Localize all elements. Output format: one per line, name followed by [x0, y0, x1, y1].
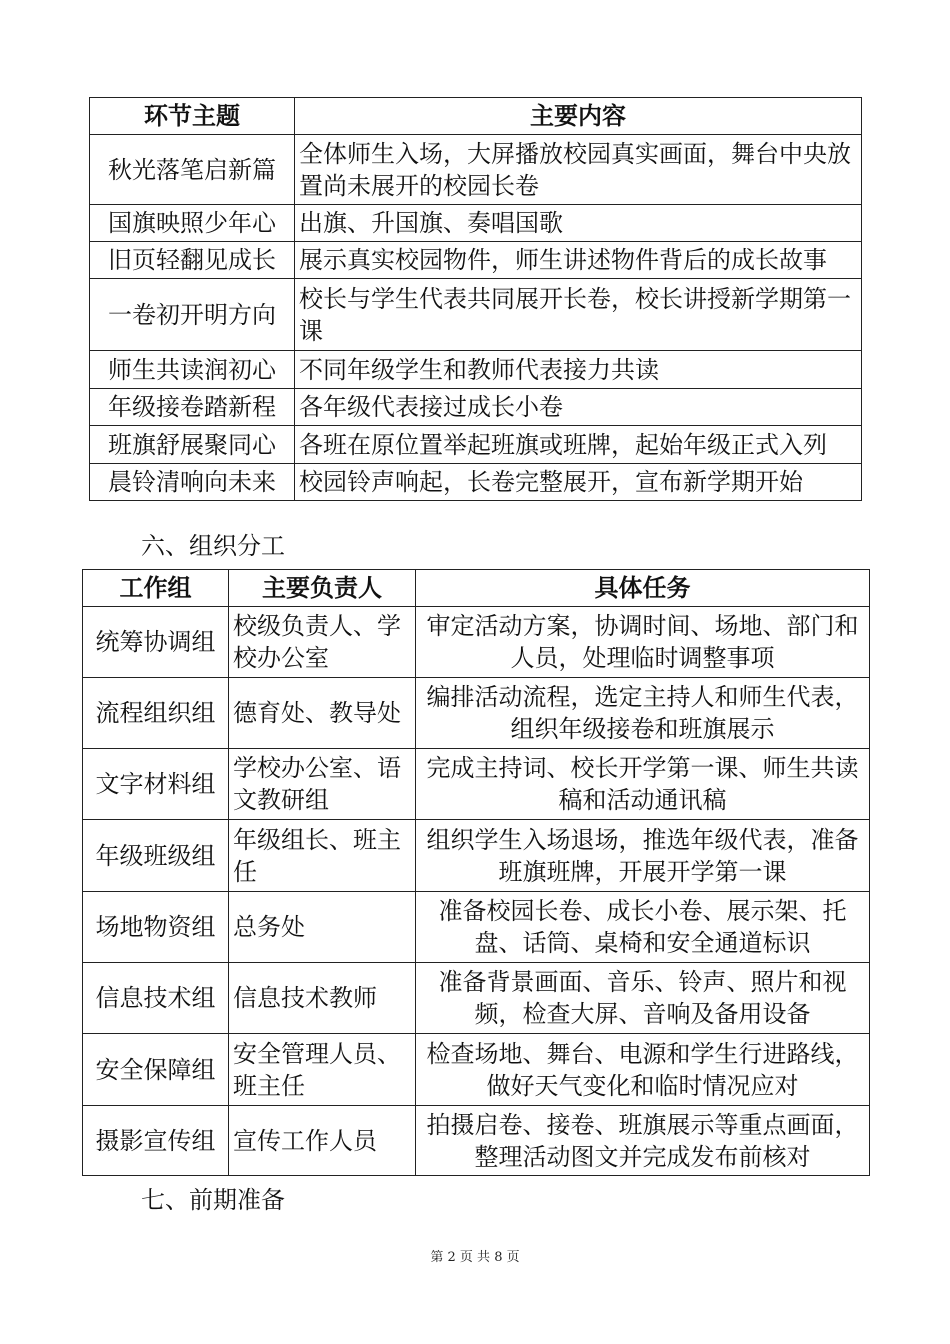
table-row — [83, 1106, 870, 1176]
segment-content: 校园铃声响起，长卷完整展开，宣布新学期开始 — [295, 464, 862, 501]
specific-tasks: 审定活动方案，协调时间、场地、部门和人员，处理临时调整事项 — [416, 607, 870, 678]
division-of-work-table — [82, 569, 870, 1176]
column-header-tasks: 具体任务 — [416, 570, 870, 607]
work-group: 摄影宣传组 — [83, 1106, 229, 1176]
specific-tasks: 拍摄启卷、接卷、班旗展示等重点画面，整理活动图文并完成发布前核对 — [416, 1106, 870, 1176]
table-row — [83, 1034, 870, 1106]
responsible-person: 校级负责人、学校办公室 — [229, 607, 416, 678]
responsible-person: 宣传工作人员 — [229, 1106, 416, 1176]
table-row — [83, 678, 870, 749]
table-header-row — [83, 570, 870, 607]
segment-topic: 国旗映照少年心 — [90, 205, 295, 242]
work-group: 年级班级组 — [83, 820, 229, 892]
segment-topic: 晨铃清响向未来 — [90, 464, 295, 501]
table-row — [90, 389, 862, 426]
segment-content: 展示真实校园物件，师生讲述物件背后的成长故事 — [295, 242, 862, 279]
table-row — [90, 426, 862, 464]
specific-tasks: 组织学生入场退场，推选年级代表，准备班旗班牌，开展开学第一课 — [416, 820, 870, 892]
table-row — [83, 749, 870, 820]
segment-topic: 年级接卷踏新程 — [90, 389, 295, 426]
table-row — [83, 963, 870, 1034]
responsible-person: 总务处 — [229, 892, 416, 963]
work-group: 场地物资组 — [83, 892, 229, 963]
work-group: 文字材料组 — [83, 749, 229, 820]
segment-content: 不同年级学生和教师代表接力共读 — [295, 351, 862, 389]
table-row — [83, 892, 870, 963]
column-header-responsible: 主要负责人 — [229, 570, 416, 607]
segment-topic: 班旗舒展聚同心 — [90, 426, 295, 464]
segment-topic: 旧页轻翻见成长 — [90, 242, 295, 279]
table-row — [90, 351, 862, 389]
table-row — [90, 464, 862, 501]
segment-topic: 秋光落笔启新篇 — [90, 135, 295, 205]
specific-tasks: 准备校园长卷、成长小卷、展示架、托盘、话筒、桌椅和安全通道标识 — [416, 892, 870, 963]
responsible-person: 德育处、教导处 — [229, 678, 416, 749]
segment-content: 校长与学生代表共同展开长卷，校长讲授新学期第一课 — [295, 279, 862, 351]
specific-tasks: 检查场地、舞台、电源和学生行进路线，做好天气变化和临时情况应对 — [416, 1034, 870, 1106]
table-row — [90, 242, 862, 279]
segment-topic: 一卷初开明方向 — [90, 279, 295, 351]
work-group: 统筹协调组 — [83, 607, 229, 678]
column-header-topic: 环节主题 — [90, 98, 295, 135]
work-group: 流程组织组 — [83, 678, 229, 749]
responsible-person: 学校办公室、语文教研组 — [229, 749, 416, 820]
responsible-person: 信息技术教师 — [229, 963, 416, 1034]
segment-topic: 师生共读润初心 — [90, 351, 295, 389]
section-heading-organization: 六、组织分工 — [141, 532, 285, 560]
work-group: 安全保障组 — [83, 1034, 229, 1106]
table-row — [90, 279, 862, 351]
specific-tasks: 完成主持词、校长开学第一课、师生共读稿和活动通讯稿 — [416, 749, 870, 820]
ceremony-segments-table — [89, 97, 862, 501]
table-row — [83, 607, 870, 678]
table-row — [90, 135, 862, 205]
responsible-person: 年级组长、班主任 — [229, 820, 416, 892]
segment-content: 各年级代表接过成长小卷 — [295, 389, 862, 426]
work-group: 信息技术组 — [83, 963, 229, 1034]
segment-content: 出旗、升国旗、奏唱国歌 — [295, 205, 862, 242]
responsible-person: 安全管理人员、班主任 — [229, 1034, 416, 1106]
column-header-content: 主要内容 — [295, 98, 862, 135]
page-number-footer: 第 2 页 共 8 页 — [430, 1250, 520, 1265]
table-row — [90, 205, 862, 242]
table-row — [83, 820, 870, 892]
column-header-group: 工作组 — [83, 570, 229, 607]
specific-tasks: 编排活动流程，选定主持人和师生代表，组织年级接卷和班旗展示 — [416, 678, 870, 749]
section-heading-preparation: 七、前期准备 — [141, 1186, 285, 1214]
table-header-row — [90, 98, 862, 135]
segment-content: 各班在原位置举起班旗或班牌，起始年级正式入列 — [295, 426, 862, 464]
specific-tasks: 准备背景画面、音乐、铃声、照片和视频，检查大屏、音响及备用设备 — [416, 963, 870, 1034]
segment-content: 全体师生入场，大屏播放校园真实画面，舞台中央放置尚未展开的校园长卷 — [295, 135, 862, 205]
